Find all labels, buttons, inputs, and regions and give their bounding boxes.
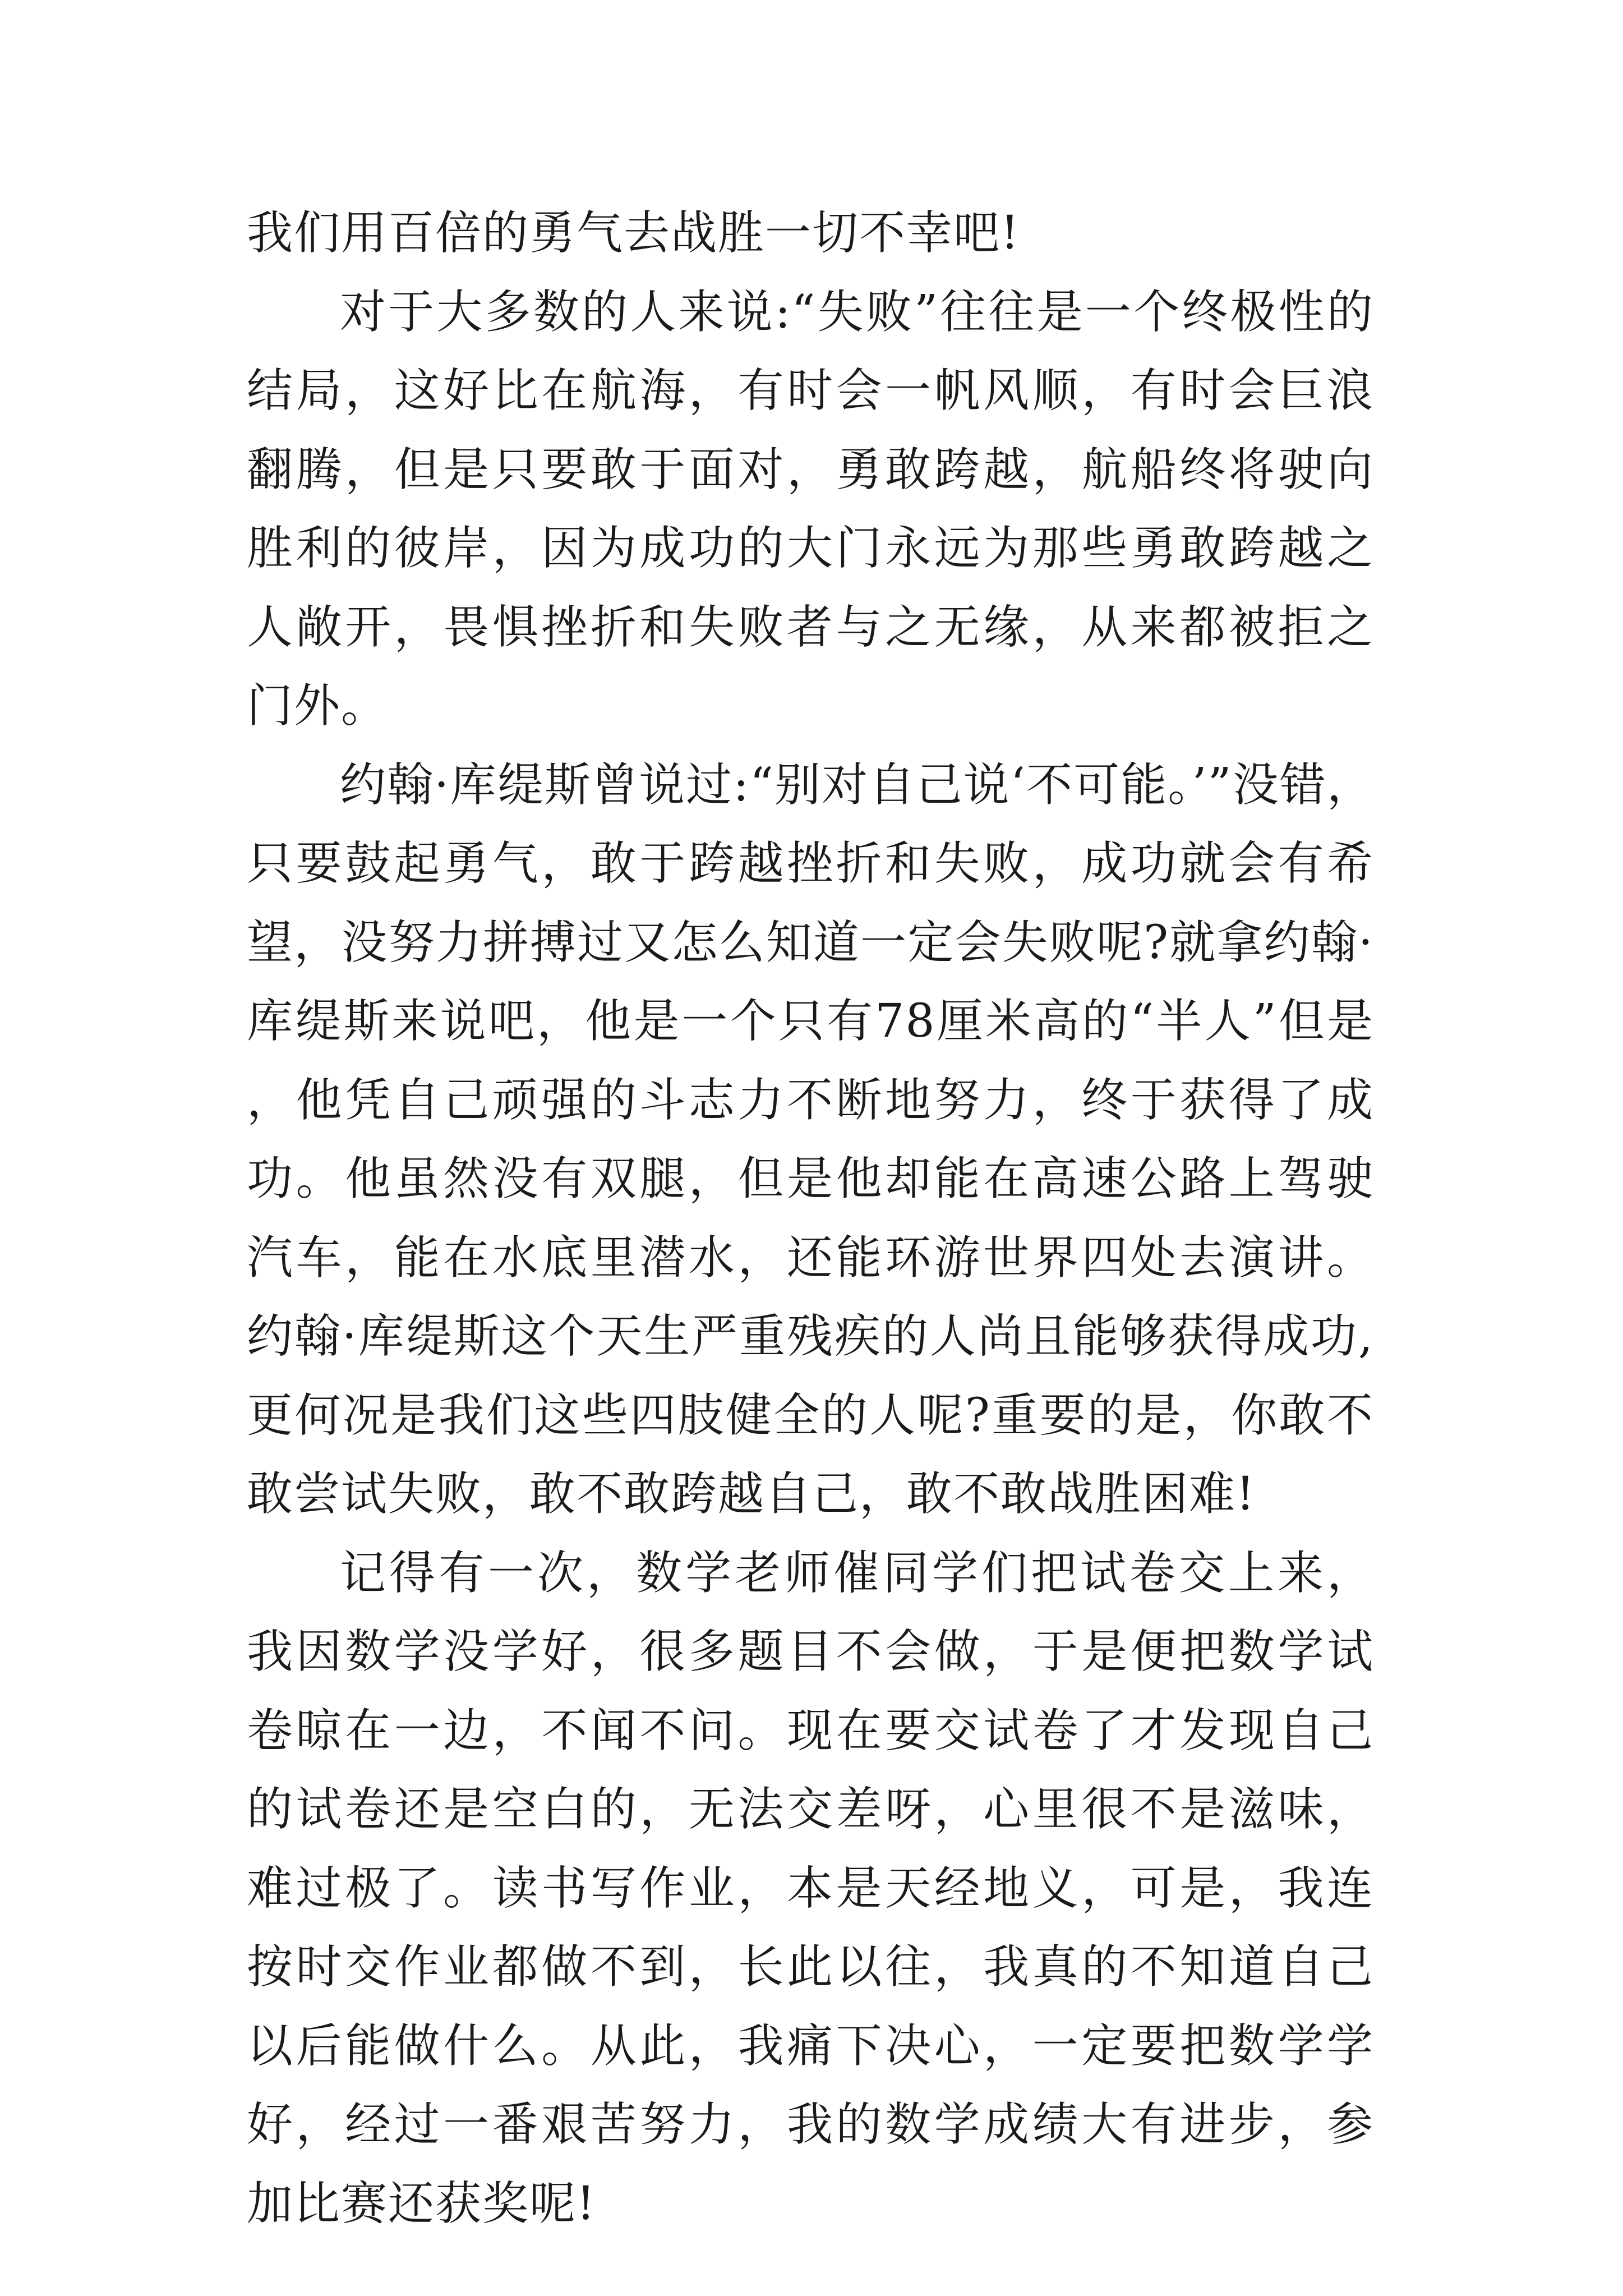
document-body (247, 194, 1374, 2243)
paragraph-1: 我们用百倍的勇气去战胜一切不幸吧! (247, 206, 1020, 260)
paragraph-3: 约翰·库缇斯曾说过:“别对自己说‘不可能。’”没错，只要鼓起勇气，敢于跨越挫折和失败，成功就会有希望，没努力拼搏过又怎么知道一定会失败呢?就拿约翰·库缇斯来说吧，他是一个只有78厘米高的“半人”但是，他凭自己顽强的斗志力不断地努力，终于获得了成功。他虽然没有双腿，但是他却能在高速公路上驾驶汽车，能在水底里潜水，还能环游世界四处去演讲。约翰·库缇斯这个天生严重残疾的人尚且能够获得成功,更何况是我们这些四肢健全的人呢?重要的是，你敢不敢尝试失败，敢不敢跨越自己，敢不敢战胜困难! (247, 758, 1374, 1521)
paragraph-2: 对于大多数的人来说:“失败”往往是一个终极性的结局，这好比在航海，有时会一帆风顺，有时会巨浪翻腾，但是只要敢于面对，勇敢跨越，航船终将驶向胜利的彼岸，因为成功的大门永远为那些勇敢跨越之人敞开，畏惧挫折和失败者与之无缘，从来都被拒之门外。 (247, 285, 1374, 733)
paragraph-4: 记得有一次，数学老师催同学们把试卷交上来，我因数学没学好，很多题目不会做，于是便把数学试卷晾在一边，不闻不问。现在要交试卷了才发现自己的试卷还是空白的，无法交差呀，心里很不是滋味，难过极了。读书写作业，本是天经地义，可是，我连按时交作业都做不到，长此以往，我真的不知道自己以后能做什么。从此，我痛下决心，一定要把数学学好，经过一番艰苦努力，我的数学成绩大有进步，参加比赛还获奖呢! (247, 1546, 1374, 2230)
